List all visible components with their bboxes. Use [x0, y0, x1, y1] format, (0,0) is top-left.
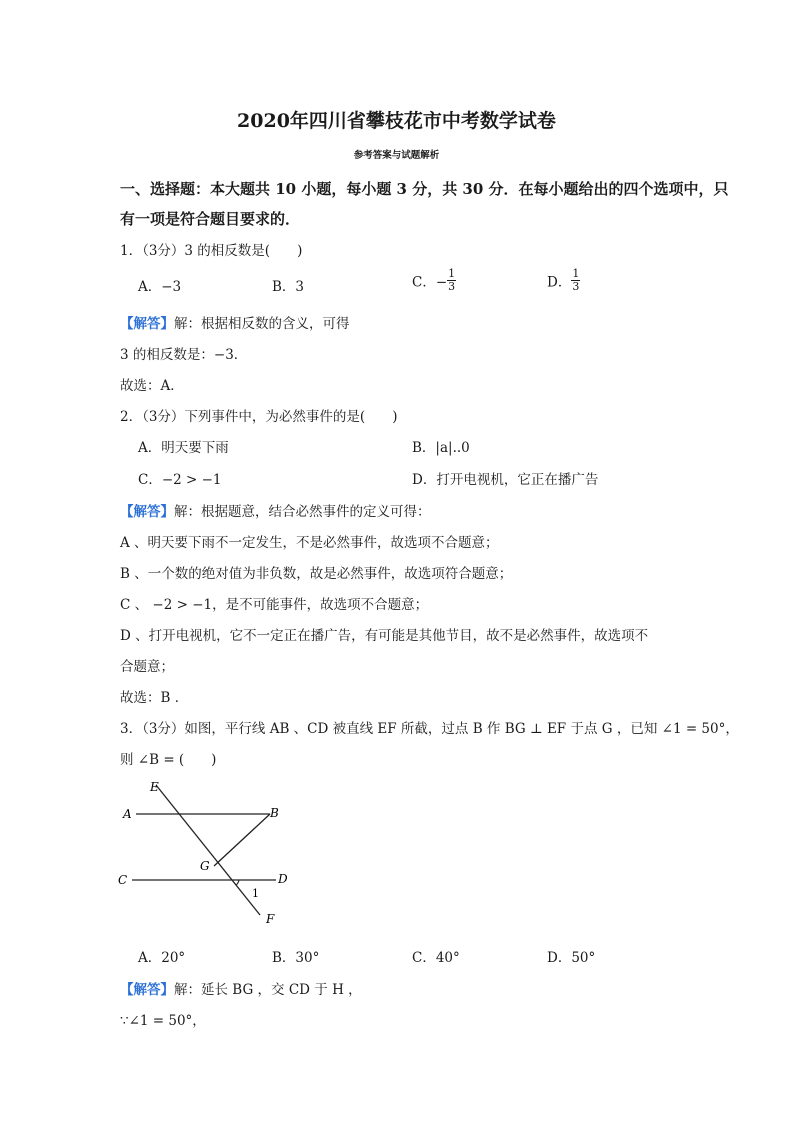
q2-option-d: D．打开电视机，它正在播广告 [412, 472, 599, 488]
q2-answer-line-3: B 、一个数的绝对值为非负数，故是必然事件，故选项符合题意； [120, 566, 513, 582]
q3-answer-tag: 【解答】 [120, 982, 174, 998]
q2-option-c: C．−2 > −1 [138, 472, 222, 488]
q3-answer-text-1: 解：延长 BG ，交 CD 于 H ， [174, 982, 362, 998]
q2-answer-text-1: 解：根据题意，结合必然事件的定义可得： [174, 504, 431, 520]
segment-bg [214, 814, 270, 866]
q2-answer-line-4: C 、 −2 > −1，是不可能事件，故选项不合题意； [120, 597, 429, 613]
q3-answer-line-1 [120, 978, 362, 998]
q1-option-d [547, 268, 580, 293]
q1-answer-line-1 [120, 312, 350, 332]
q1-answer-tag: 【解答】 [120, 316, 174, 332]
q2-answer-tag: 【解答】 [120, 504, 174, 520]
q2-answer-line-1 [120, 500, 431, 520]
q1-answer-text-1: 解：根据相反数的含义，可得 [174, 316, 350, 332]
q1-option-d-numerator: 1 [572, 267, 580, 280]
line-ef [156, 785, 260, 915]
q2-answer-line-6: 合题意； [120, 659, 174, 675]
q1-stem: 1．（3分）3 的相反数是( ) [120, 243, 303, 259]
q3-option-d: D．50° [547, 950, 596, 966]
q2-answer-line-5: D 、打开电视机，它不一定正在播广告，有可能是其他节目，故不是必然事件，故选项不 [120, 628, 649, 644]
angle-1-arc [236, 880, 239, 885]
q1-option-d-prefix: D． [547, 274, 572, 291]
q1-option-c [412, 268, 456, 293]
label-e: E [150, 780, 159, 794]
q2-option-b: B．|a|..0 [412, 440, 470, 456]
q2-option-a: A．明天要下雨 [138, 440, 229, 456]
label-angle-1: 1 [252, 887, 259, 900]
q3-stem-line-2: 则 ∠B = ( ) [120, 752, 217, 768]
q2-answer-line-7: 故选：B ． [120, 690, 189, 706]
q1-option-c-numerator: 1 [448, 267, 456, 280]
q1-option-c-prefix: C．− [412, 274, 448, 291]
page-subtitle: 参考答案与试题解析 [353, 150, 440, 161]
q3-stem-line-1: 3．（3分）如图，平行线 AB 、CD 被直线 EF 所截，过点 B 作 BG ⊥ EF 于点 G ，已知 ∠1 = 50°， [120, 721, 739, 737]
label-g: G [200, 859, 210, 873]
q3-option-a: A．20° [138, 950, 186, 966]
q1-option-d-denominator: 3 [572, 280, 580, 293]
q1-option-b: B．3 [272, 279, 305, 295]
label-b: B [270, 806, 279, 820]
q3-geometry-figure [110, 775, 310, 935]
q3-option-b: B．30° [272, 950, 320, 966]
label-a: A [123, 807, 132, 821]
q1-option-c-fraction [447, 268, 456, 293]
q2-stem: 2．（3分）下列事件中，为必然事件的是( ) [120, 409, 398, 425]
label-c: C [118, 873, 128, 887]
q2-answer-line-2: A 、明天要下雨不一定发生，不是必然事件，故选项不合题意； [120, 535, 499, 551]
q3-option-c: C．40° [412, 950, 460, 966]
label-f: F [266, 912, 275, 926]
page-title: 2020年四川省攀枝花市中考数学试卷 [237, 110, 556, 132]
q1-answer-line-3: 故选：A． [120, 378, 184, 394]
q1-option-d-fraction [571, 268, 580, 293]
q1-option-a: A．−3 [138, 279, 182, 295]
label-d: D [278, 872, 288, 886]
q1-answer-line-2: 3 的相反数是：−3． [120, 347, 248, 363]
q1-option-c-denominator: 3 [448, 280, 456, 293]
section-heading-line1: 一、选择题：本大题共 10 小题，每小题 3 分，共 30 分．在每小题给出的四个选项中，只 [120, 180, 729, 198]
q3-answer-line-2: ∵∠1 = 50°， [120, 1013, 206, 1029]
section-heading-line2: 有一项是符合题目要求的． [120, 210, 301, 228]
